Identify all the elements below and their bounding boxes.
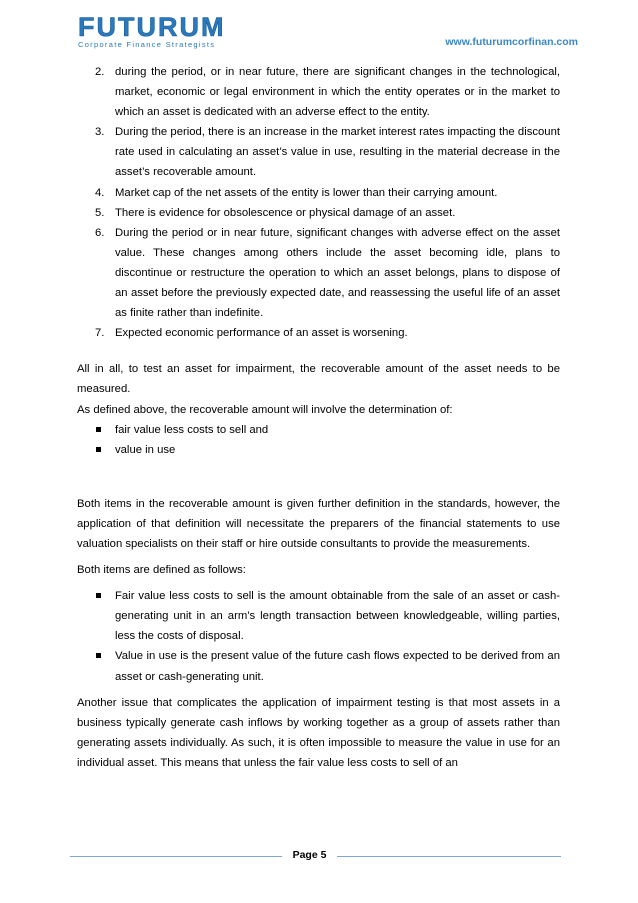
bullet-text: value in use [115,443,176,456]
recoverable-amount-bullets [77,420,560,460]
page-header [0,0,638,60]
definitions-bullets [77,586,560,686]
list-number: 7. [95,327,105,340]
list-number: 3. [95,126,105,139]
list-item-text: during the period, or in near future, there are significant changes in the technological, market, economic or legal environment in which the entity operates or in the market to which an asset is dedicated with an adverse effect to the entity. [115,66,560,119]
list-item [77,323,560,343]
paragraph-test-asset: All in all, to test an asset for impairment, the recoverable amount of the asset needs to be measured. [77,363,560,396]
bullet-item [77,440,560,460]
list-item [77,203,560,223]
square-bullet-icon [96,447,101,452]
list-item [77,62,560,122]
bullet-item [77,646,560,686]
bullet-item [77,586,560,646]
list-number: 2. [95,66,105,78]
page-footer [0,848,638,878]
futurum-logo [78,14,225,49]
logo-tagline: Corporate Finance Strategists [78,40,216,49]
spacer [77,343,560,359]
footer-rule-left [70,856,282,857]
square-bullet-icon [96,593,101,598]
list-item-text: There is evidence for obsolescence or physical damage of an asset. [115,206,456,219]
paragraph-another-issue: Another issue that complicates the application of impairment testing is that most assets in a business typically generate cash inflows by working together as a group of assets rather than generating assets individually. As such, it is often impossible to measure the value in use for an individual asset. This means that unless the fair value less costs to sell of an [77,696,560,769]
square-bullet-icon [96,653,101,658]
paragraph-both-items: Both items in the recoverable amount is given further definition in the standards, however, the application of that definition will necessitate the preparers of the financial statements to use valuation specialists on their staff or hire outside consultants to provide the measurements. [77,497,560,550]
list-item [77,223,560,323]
bullet-text: Fair value less costs to sell is the amount obtainable from the sale of an asset or cash-generating unit in an arm’s length transaction between knowledgeable, willing parties, less the costs of disposal. [115,590,560,643]
spacer [77,460,560,494]
list-item-text: During the period, there is an increase in the market interest rates impacting the discount rate used in calculating an asset’s value in use, resulting in the material decrease in the asset’s recoverable amount. [115,126,560,179]
list-number: 4. [95,186,105,199]
list-number: 5. [95,206,105,219]
paragraph-defined-above: As defined above, the recoverable amount will involve the determination of: [77,403,453,416]
footer-rule-right [337,856,561,857]
header-url[interactable]: www.futurumcorfinan.com [445,36,578,48]
list-number: 6. [95,226,105,239]
page-number: Page 5 [292,849,327,861]
page-content [77,62,560,773]
list-item-text: Expected economic performance of an asset is worsening. [115,327,408,340]
bullet-text: fair value less costs to sell and [115,423,269,436]
square-bullet-icon [96,427,101,432]
list-item [77,183,560,203]
impairment-indicators-list [77,62,560,343]
logo-wordmark: FUTURUM [78,12,226,42]
list-item-text: During the period or in near future, significant changes with adverse effect on the asset value. These changes among others include the asset becoming idle, plans to discontinue or restructure the operation to which an asset belongs, plans to dispose of an asset before the previously expected date, and reassessing the useful life of an asset as finite rather than indefinite. [115,226,560,320]
bullet-text: Value in use is the present value of the future cash flows expected to be derived from an asset or cash-generating unit. [115,650,560,683]
bullet-item [77,420,560,440]
list-item-text: Market cap of the net assets of the entity is lower than their carrying amount. [115,186,498,199]
list-item [77,122,560,182]
paragraph-defined-as-follows: Both items are defined as follows: [77,564,246,577]
